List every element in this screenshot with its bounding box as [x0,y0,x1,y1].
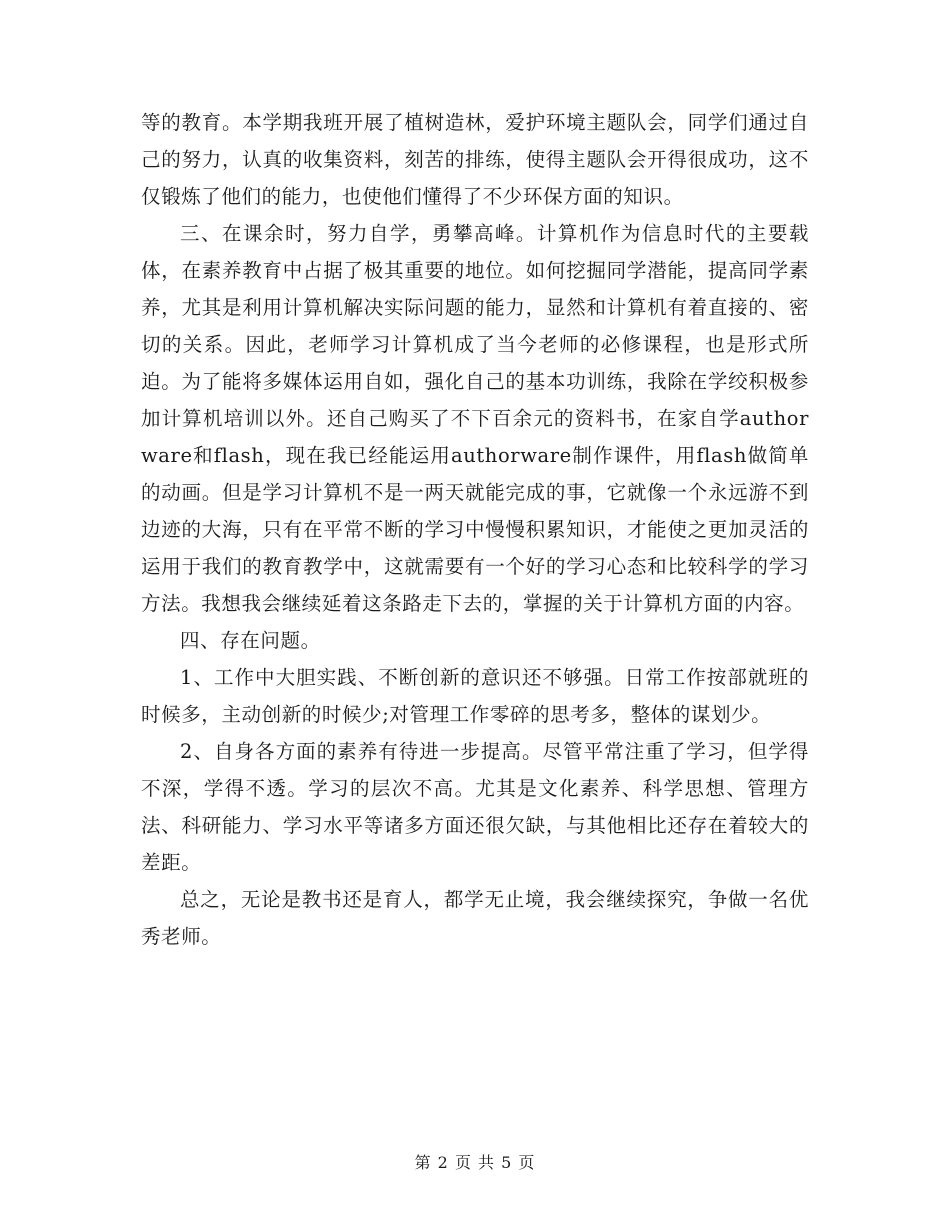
page-number-footer: 第 2 页 共 5 页 [414,1153,536,1172]
paragraph-problem-two: 2、自身各方面的素养有待进一步提高。尽管平常注重了学习，但学得不深，学得不透。学习的层次不高。尤其是文化素养、科学思想、管理方法、科研能力、学习水平等诸多方面还很欠缺，与其他相比还存在着较大的差距。 [141,740,809,874]
paragraph-conclusion: 总之，无论是教书还是育人，都学无止境，我会继续探究，争做一名优秀老师。 [141,888,809,948]
paragraph-section-four-heading: 四、存在问题。 [180,629,321,652]
document-body [141,104,809,955]
paragraph-problem-one: 1、工作中大胆实践、不断创新的意识还不够强。日常工作按部就班的时候多，主动创新的时候少;对管理工作零碎的思考多，整体的谋划少。 [141,666,809,726]
paragraph-intro: 等的教育。本学期我班开展了植树造林，爱护环境主题队会，同学们通过自己的努力，认真的收集资料，刻苦的排练，使得主题队会开得很成功，这不仅锻炼了他们的能力，也使他们懂得了不少环保方面的知识。 [141,111,809,208]
paragraph-section-three: 三、在课余时，努力自学，勇攀高峰。计算机作为信息时代的主要载体，在素养教育中占据了极其重要的地位。如何挖掘同学潜能，提高同学素养，尤其是利用计算机解决实际问题的能力，显然和计算机有着直接的、密切的关系。因此，老师学习计算机成了当今老师的必修课程，也是形式所迫。为了能将多媒体运用自如，强化自己的基本功训练，我除在学绞积极参加计算机培训以外。还自己购买了不下百余元的资料书，在家自学authorware和flash，现在我已经能运用authorware制作课件，用flash做简单的动画。但是学习计算机不是一两天就能完成的事，它就像一个永远游不到边迹的大海，只有在平常不断的学习中慢慢积累知识，才能使之更加灵活的运用于我们的教育教学中，这就需要有一个好的学习心态和比较科学的学习方法。我想我会继续延着这条路走下去的，掌握的关于计算机方面的内容。 [141,222,809,615]
